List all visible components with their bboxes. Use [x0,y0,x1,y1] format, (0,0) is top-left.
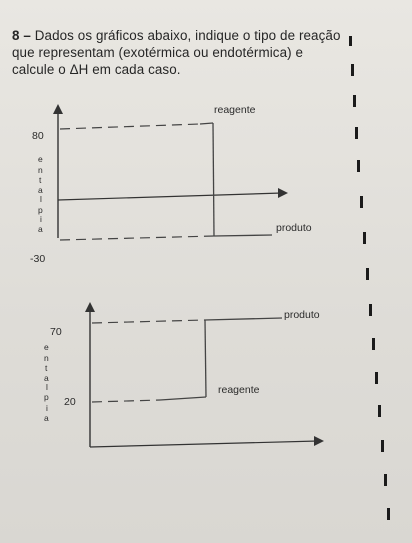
svg-text:e: e [38,154,43,164]
produto-level-1 [214,235,272,236]
edge-mark [384,474,387,486]
diagram-2 [44,302,324,447]
svg-text:p: p [44,392,49,402]
edge-mark [357,160,360,172]
produto-level-2 [205,318,282,320]
reagente-label-1: reagente [214,104,256,116]
produto-label-1: produto [276,222,312,234]
edge-mark [375,372,378,384]
transition-1 [213,123,214,236]
svg-text:l: l [46,382,48,392]
svg-text:p: p [38,205,43,215]
svg-text:i: i [40,214,42,224]
svg-text:a: a [38,185,43,195]
edge-mark [381,440,384,452]
ylabel-2 [44,342,49,423]
produto-dash-1 [60,236,214,240]
y-axis-arrow-2 [85,302,95,312]
transition-2 [205,320,206,397]
svg-text:e: e [44,342,49,352]
svg-text:n: n [38,165,43,175]
svg-text:a: a [44,373,49,383]
x-axis-arrow-2 [314,436,324,446]
produto-label-2: produto [284,309,320,321]
edge-mark [366,268,369,280]
x-axis-arrow-1 [278,188,288,198]
edge-mark [355,127,358,139]
edge-mark [372,338,375,350]
svg-text:a: a [38,224,43,234]
edge-mark [360,196,363,208]
reagente-dash-2 [92,400,160,402]
edge-mark [387,508,390,520]
svg-text:t: t [45,363,48,373]
reagente-level-2 [160,397,206,400]
edge-mark [378,405,381,417]
edge-mark [349,36,352,46]
tick-70: 70 [50,326,62,338]
svg-text:i: i [46,403,48,413]
reagente-level-1 [200,123,213,124]
question-text: Dados os gráficos abaixo, indique o tipo de reação que representam (exotérmica ou endotérmica) e calcule o ΔH em cada caso. [12,28,341,77]
x-axis-2 [90,441,318,447]
edge-mark [363,232,366,244]
tick-minus30: -30 [30,253,46,265]
reagente-label-2: reagente [218,384,260,396]
edge-mark [369,304,372,316]
tick-80: 80 [32,130,44,142]
svg-text:n: n [44,353,49,363]
x-axis-1 [58,193,282,200]
tick-20: 20 [64,396,76,408]
ylabel-1 [38,154,43,234]
edge-mark [351,64,354,76]
svg-text:a: a [44,413,49,423]
question-number: 8 – [12,28,31,43]
y-axis-arrow-1 [53,104,63,114]
diagram-1 [30,104,312,265]
edge-mark [353,95,356,107]
produto-dash-2 [92,320,205,323]
reagente-dash-1 [60,124,200,129]
svg-text:l: l [40,194,42,204]
svg-text:t: t [39,175,42,185]
